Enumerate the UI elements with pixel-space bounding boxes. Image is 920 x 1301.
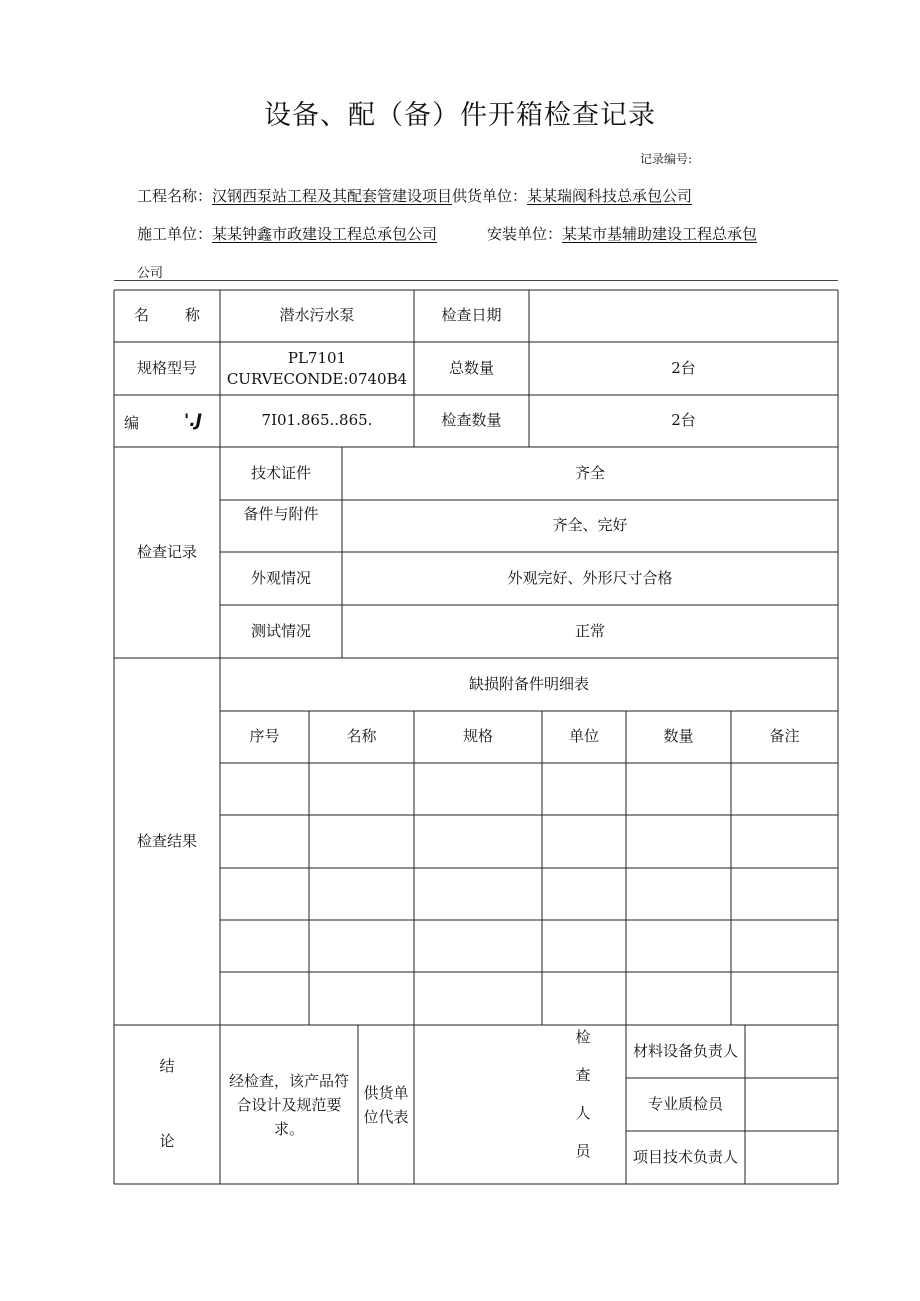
- project-value: 汉钢西泵站工程及其配套管建设项目: [212, 187, 453, 205]
- conclusion-text: 经检查，该产品符合设计及规范要求。: [228, 1071, 349, 1138]
- defect-cell[interactable]: [414, 972, 542, 1025]
- defect-cell[interactable]: [542, 763, 626, 815]
- defect-cell[interactable]: [626, 868, 731, 920]
- supplier-rep-label: 供货单位代表: [363, 1083, 409, 1126]
- total-quantity-label: 总数量: [448, 358, 494, 377]
- defect-col-header: 数量: [663, 727, 694, 746]
- conclusion-label-b: 论: [159, 1132, 175, 1151]
- inspect-quantity-value: 2台: [671, 411, 696, 430]
- defect-cell[interactable]: [731, 763, 838, 815]
- role-signature[interactable]: [745, 1131, 838, 1184]
- record-item-value: 齐全、完好: [552, 516, 628, 535]
- defect-cell[interactable]: [542, 815, 626, 868]
- defect-col-header: 备注: [769, 727, 800, 746]
- name-label-part-b: 称: [185, 306, 201, 325]
- code-label: 编: [124, 414, 140, 432]
- code-mark: '.J: [184, 411, 202, 431]
- inspect-quantity-label: 检查数量: [441, 411, 502, 430]
- inspector-char: 员: [575, 1142, 591, 1161]
- defect-cell[interactable]: [309, 868, 414, 920]
- defect-cell[interactable]: [542, 920, 626, 972]
- defect-cell[interactable]: [414, 868, 542, 920]
- defect-col-header: 规格: [462, 727, 493, 746]
- total-quantity-value: 2台: [671, 358, 696, 377]
- defect-col-header: 序号: [249, 727, 280, 746]
- defect-cell[interactable]: [626, 763, 731, 815]
- code-value: 7I01.865..865.: [261, 411, 373, 430]
- defect-cell[interactable]: [731, 972, 838, 1025]
- inspection-date-label: 检查日期: [441, 306, 502, 325]
- defect-cell[interactable]: [309, 815, 414, 868]
- defect-cell[interactable]: [731, 815, 838, 868]
- inspector-char: 检: [575, 1028, 591, 1047]
- defect-cell[interactable]: [220, 972, 309, 1025]
- construction-value: 某某钟鑫市政建设工程总承包公司: [212, 225, 438, 243]
- defect-cell[interactable]: [626, 920, 731, 972]
- code-label-cell: [114, 395, 220, 447]
- defect-table-title: 缺损附备件明细表: [468, 674, 589, 693]
- defect-col-header: 单位: [568, 727, 599, 746]
- page-title: 设备、配（备）件开箱检查记录: [264, 100, 656, 131]
- record-item-name: 外观情况: [250, 568, 311, 587]
- name-label-part-a: 名: [133, 306, 149, 325]
- role-signature[interactable]: [745, 1078, 838, 1131]
- model-label: 规格型号: [136, 358, 197, 377]
- record-item-value: 齐全: [574, 463, 605, 482]
- defect-cell[interactable]: [731, 868, 838, 920]
- defect-cell[interactable]: [309, 763, 414, 815]
- install-value: 某某市基辅助建设工程总承包: [562, 225, 758, 243]
- defect-cell[interactable]: [414, 815, 542, 868]
- supplier-rep-signature[interactable]: [414, 1025, 542, 1184]
- defect-cell[interactable]: [309, 920, 414, 972]
- defect-cell[interactable]: [220, 763, 309, 815]
- inspection-date-value[interactable]: [529, 290, 838, 342]
- record-item-name: 测试情况: [250, 621, 311, 640]
- record-item-value: 正常: [574, 621, 605, 640]
- role-name: 项目技术负责人: [632, 1148, 738, 1166]
- defect-cell[interactable]: [542, 972, 626, 1025]
- inspection-result-label: 检查结果: [136, 831, 197, 850]
- model-value: [220, 342, 414, 395]
- defect-cell[interactable]: [220, 815, 309, 868]
- project-label: 工程名称：: [137, 187, 213, 205]
- conclusion-label-a: 结: [159, 1057, 175, 1076]
- inspection-record-label: 检查记录: [136, 542, 197, 561]
- defect-cell[interactable]: [220, 868, 309, 920]
- defect-col-header: 名称: [346, 727, 377, 746]
- defect-cell[interactable]: [542, 868, 626, 920]
- record-item-name: 技术证件: [250, 463, 311, 482]
- defect-cell[interactable]: [731, 920, 838, 972]
- role-name: 材料设备负责人: [632, 1042, 738, 1060]
- role-signature[interactable]: [745, 1025, 838, 1078]
- record-item-name: 备件与附件: [243, 505, 319, 523]
- defect-cell[interactable]: [414, 763, 542, 815]
- supplier-label: 供货单位：: [452, 187, 528, 205]
- model-value-line1: PL7101: [287, 349, 347, 368]
- construction-label: 施工单位：: [137, 225, 213, 243]
- inspector-char: 人: [575, 1104, 591, 1123]
- install-value-continued: 公司: [137, 266, 164, 281]
- defect-cell[interactable]: [220, 920, 309, 972]
- supplier-value: 某某瑞阀科技总承包公司: [527, 187, 693, 205]
- name-value: 潜水污水泵: [279, 306, 355, 325]
- model-value-line2: CURVECONDE:0740B4: [226, 369, 408, 388]
- role-name: 专业质检员: [647, 1094, 723, 1113]
- record-number-label: 记录编号:: [640, 152, 693, 166]
- defect-cell[interactable]: [309, 972, 414, 1025]
- install-label: 安装单位：: [487, 225, 563, 243]
- defect-cell[interactable]: [626, 815, 731, 868]
- inspector-char: 查: [575, 1066, 591, 1085]
- defect-cell[interactable]: [414, 920, 542, 972]
- defect-cell[interactable]: [626, 972, 731, 1025]
- name-label: [114, 290, 220, 342]
- record-item-value: 外观完好、外形尺寸合格: [507, 568, 673, 587]
